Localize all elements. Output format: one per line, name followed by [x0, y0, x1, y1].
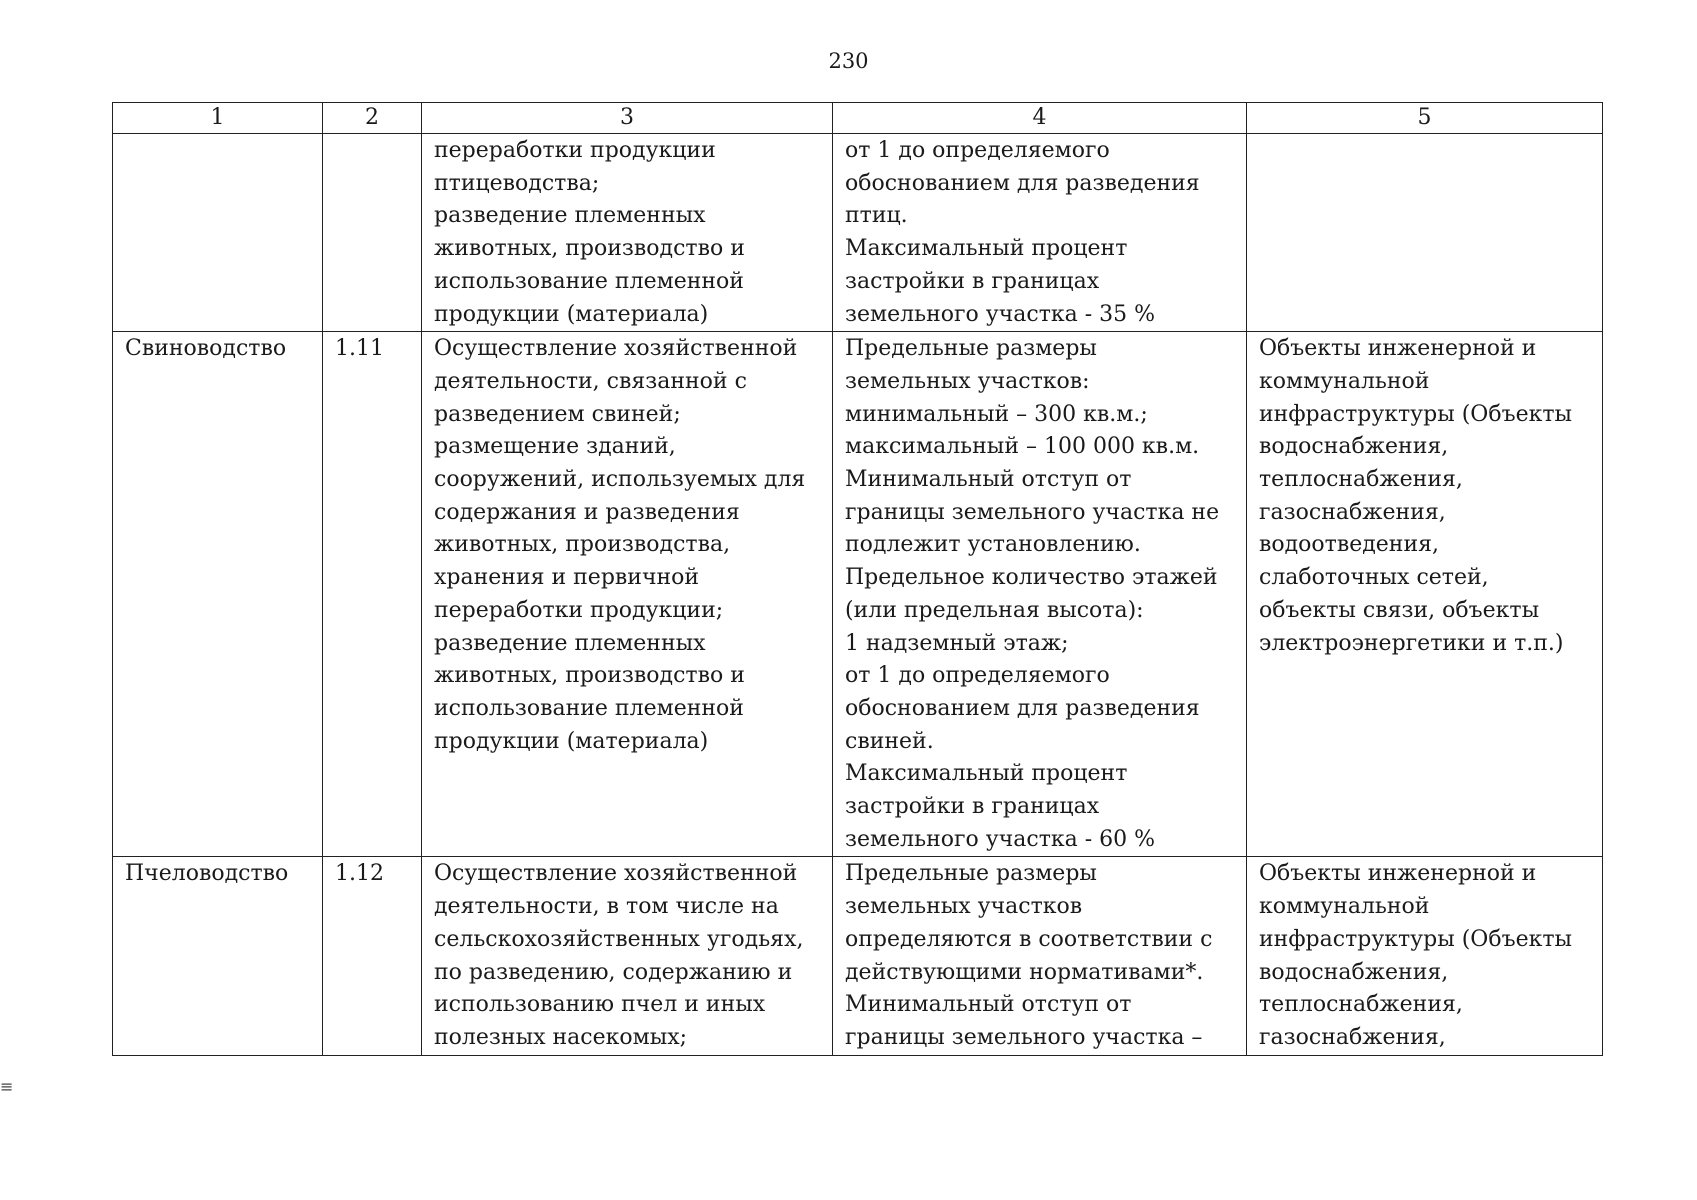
page-number: 230	[828, 49, 869, 73]
column-header-5: 5	[1247, 103, 1603, 134]
parameters-cell: от 1 до определяемого обоснованием для разведения птиц. Максимальный процент застройки в границах земельного участка - 35 %	[833, 134, 1247, 332]
use-name-cell: Свиноводство	[113, 332, 323, 857]
column-header-1: 1	[113, 103, 323, 134]
table-row	[113, 332, 1603, 857]
use-code-cell	[323, 134, 422, 332]
auxiliary-uses-cell: Объекты инженерной и коммунальной инфраструктуры (Объекты водоснабжения, теплоснабжения, газоснабжения, водоотведения, слаботочных сетей, объекты связи, объекты электроэнергетики и т.п.)	[1247, 332, 1603, 857]
use-description-cell: Осуществление хозяйственной деятельности, в том числе на сельскохозяйственных угодьях, по разведению, содержанию и использованию пчел и иных полезных насекомых;	[422, 857, 833, 1055]
column-header-3: 3	[422, 103, 833, 134]
use-description-cell: переработки продукции птицеводства; разведение племенных животных, производство и использование племенной продукции (материала)	[422, 134, 833, 332]
auxiliary-uses-cell	[1247, 134, 1603, 332]
parameters-cell: Предельные размеры земельных участков определяются в соответствии с действующими нормативами*. Минимальный отступ от границы земельного участка –	[833, 857, 1247, 1055]
auxiliary-uses-cell: Объекты инженерной и коммунальной инфраструктуры (Объекты водоснабжения, теплоснабжения, газоснабжения,	[1247, 857, 1603, 1055]
use-code-cell: 1.12	[323, 857, 422, 1055]
margin-mark: ≡	[0, 1077, 14, 1096]
use-name-cell: Пчеловодство	[113, 857, 323, 1055]
use-name-cell	[113, 134, 323, 332]
table-row	[113, 857, 1603, 1055]
use-code-cell: 1.11	[323, 332, 422, 857]
column-header-4: 4	[833, 103, 1247, 134]
parameters-cell: Предельные размеры земельных участков: минимальный – 300 кв.м.; максимальный – 100 000 кв.м. Минимальный отступ от границы земельного участка не подлежит установлению. Предельное количество этажей (или предельная высота): 1 надземный этаж; от 1 до определяемого обоснованием для разведения свиней. Максимальный процент застройки в границах земельного участка - 60 %	[833, 332, 1247, 857]
regulations-table	[112, 102, 1603, 1056]
table-row	[113, 134, 1603, 332]
use-description-cell: Осуществление хозяйственной деятельности, связанной с разведением свиней; размещение зданий, сооружений, используемых для содержания и разведения животных, производства, хранения и первичной переработки продукции; разведение племенных животных, производство и использование племенной продукции (материала)	[422, 332, 833, 857]
table-header-row	[113, 103, 1603, 134]
column-header-2: 2	[323, 103, 422, 134]
